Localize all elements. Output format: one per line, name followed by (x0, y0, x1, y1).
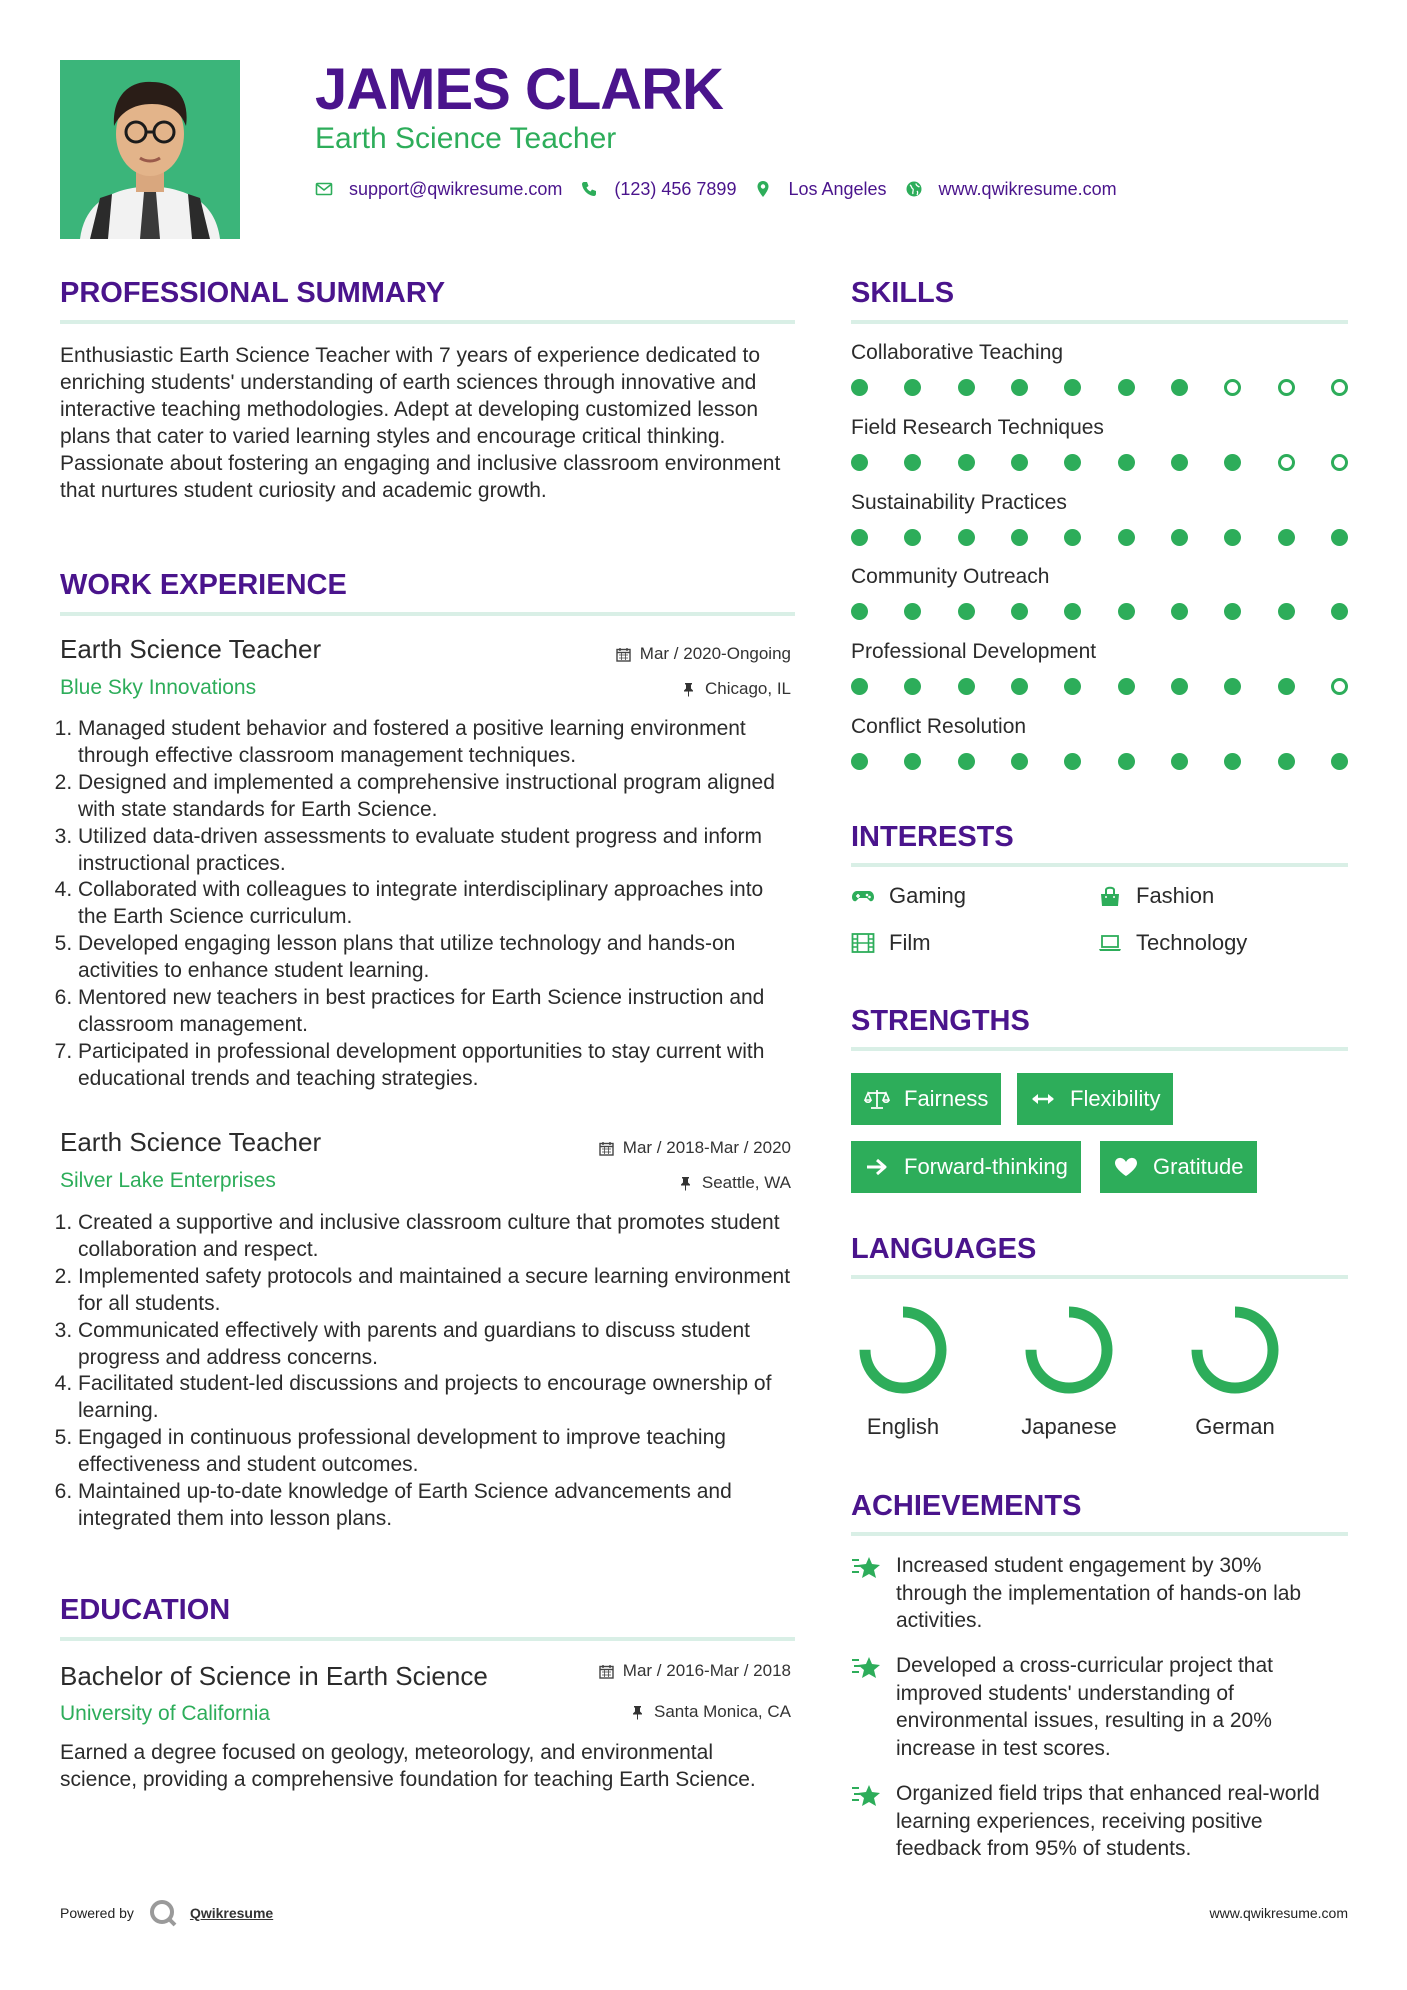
rating-dot-filled (1171, 753, 1188, 770)
education-dates-text: Mar / 2016-Mar / 2018 (622, 1661, 791, 1680)
education-location-text: Santa Monica, CA (653, 1702, 791, 1721)
achievement-item (851, 1780, 1331, 1863)
education-heading: EDUCATION (60, 1594, 231, 1626)
balance-scale-icon (864, 1088, 890, 1110)
rating-dot-filled (958, 753, 975, 770)
job-dates (599, 1137, 791, 1159)
rating-dot-filled (1011, 529, 1028, 546)
strength-tag-flexibility (1017, 1073, 1173, 1125)
calendar-icon (599, 1141, 614, 1156)
experience-divider (60, 612, 795, 616)
interest-label: Technology (1136, 930, 1248, 955)
contact-location (754, 176, 886, 202)
phone-icon (580, 180, 598, 198)
interests-divider (851, 863, 1348, 867)
rating-dot-filled (1064, 678, 1081, 695)
rating-dot-filled (1224, 678, 1241, 695)
contact-phone[interactable] (580, 176, 736, 202)
rating-dot-filled (1118, 379, 1135, 396)
star-award-icon (851, 1780, 883, 1810)
language-item (1009, 1300, 1129, 1440)
list-item: 6. Maintained up-to-date knowledge of Earth Science advancements and integrated them into lesson plans. (78, 1479, 795, 1533)
language-item (1175, 1300, 1295, 1440)
rating-dot-filled (851, 454, 868, 471)
heart-icon (1113, 1156, 1139, 1178)
language-level-ring (1019, 1300, 1119, 1400)
rating-dot-filled (958, 454, 975, 471)
rating-dot-filled (958, 529, 975, 546)
candidate-role: Earth Science Teacher (315, 122, 617, 155)
skill-rating (851, 750, 1348, 772)
profile-photo-illustration (60, 60, 240, 239)
language-level-arc (865, 1312, 941, 1388)
list-item: 1. Managed student behavior and fostered a positive learning environment through effective classroom management techniques. (78, 716, 795, 770)
job-title: Earth Science Teacher (60, 1127, 322, 1157)
arrows-horizontal-icon (1030, 1088, 1056, 1110)
envelope-icon (315, 180, 333, 198)
rating-dot-filled (1011, 454, 1028, 471)
rating-dot-filled (851, 379, 868, 396)
rating-dot-filled (1278, 678, 1295, 695)
strength-label: Gratitude (1153, 1154, 1244, 1179)
profile-photo (60, 60, 240, 239)
rating-dot-filled (958, 379, 975, 396)
list-item: 7. Participated in professional development opportunities to stay current with educational trends and teaching strategies. (78, 1039, 795, 1093)
skill-name: Community Outreach (851, 565, 1050, 588)
job-company: Silver Lake Enterprises (60, 1169, 276, 1192)
rating-dot-filled (1011, 678, 1028, 695)
list-item: 4. Facilitated student-led discussions and projects to encourage ownership of learning. (78, 1371, 795, 1425)
interest-film (851, 929, 931, 957)
website-text: www.qwikresume.com (938, 179, 1117, 199)
shopping-bag-icon (1098, 885, 1122, 907)
achievement-text: Increased student engagement by 30% through the implementation of hands-on lab activities. (896, 1554, 1302, 1632)
rating-dot-filled (904, 753, 921, 770)
rating-dot-filled (958, 603, 975, 620)
powered-by-text: Powered by (60, 1905, 134, 1921)
rating-dot-filled (1224, 529, 1241, 546)
rating-dot-filled (1171, 678, 1188, 695)
laptop-icon (1098, 932, 1122, 954)
list-item: 2. Implemented safety protocols and maintained a secure learning environment for all students. (78, 1264, 795, 1318)
footer-powered-by (60, 1898, 273, 1928)
job-dates (616, 643, 791, 665)
list-item: 6. Mentored new teachers in best practices for Earth Science instruction and classroom management. (78, 985, 795, 1039)
skill-name: Professional Development (851, 640, 1097, 663)
job-title: Earth Science Teacher (60, 634, 322, 664)
rating-dot-empty (1278, 454, 1295, 471)
qwikresume-logo-icon (148, 1898, 178, 1928)
experience-heading: WORK EXPERIENCE (60, 569, 347, 601)
strength-label: Flexibility (1070, 1086, 1161, 1111)
interest-label: Gaming (889, 883, 967, 908)
rating-dot-filled (1118, 678, 1135, 695)
pushpin-icon (681, 682, 696, 697)
rating-dot-filled (1278, 603, 1295, 620)
rating-dot-filled (851, 753, 868, 770)
rating-dot-filled (851, 678, 868, 695)
skill-rating (851, 526, 1348, 548)
job-company: Blue Sky Innovations (60, 676, 257, 699)
rating-dot-filled (1331, 603, 1348, 620)
star-award-icon (851, 1552, 883, 1582)
job-duties-list (60, 716, 795, 1093)
strength-tag-fairness (851, 1073, 1001, 1125)
rating-dot-filled (1278, 529, 1295, 546)
rating-dot-filled (851, 529, 868, 546)
arrow-right-icon (864, 1156, 890, 1178)
achievement-item (851, 1552, 1331, 1635)
globe-icon (905, 180, 923, 198)
interest-gaming (851, 882, 966, 910)
rating-dot-filled (904, 454, 921, 471)
achievement-text: Organized field trips that enhanced real-world learning experiences, receiving positive feedback from 95% of students. (896, 1782, 1320, 1860)
rating-dot-filled (904, 379, 921, 396)
pushpin-icon (678, 1176, 693, 1191)
strengths-heading: STRENGTHS (851, 1005, 1030, 1037)
rating-dot-filled (1118, 529, 1135, 546)
skill-name: Sustainability Practices (851, 491, 1067, 514)
education-text: Earned a degree focused on geology, meteorology, and environmental science, providing a comprehensive foundation for teaching Earth Science. (60, 1741, 756, 1791)
language-level-ring (1185, 1300, 1285, 1400)
rating-dot-filled (1331, 529, 1348, 546)
achievements-divider (851, 1532, 1348, 1536)
email-text: support@qwikresume.com (349, 179, 563, 199)
rating-dot-filled (1171, 603, 1188, 620)
skills-heading: SKILLS (851, 277, 955, 309)
education-divider (60, 1637, 795, 1641)
pushpin-icon (630, 1705, 645, 1720)
degree-title: Bachelor of Science in Earth Science (60, 1661, 488, 1691)
summary-text: Enthusiastic Earth Science Teacher with 7 years of experience dedicated to enriching students' understanding of earth sciences through innovative and interactive teaching methodologies. Adept at developing customized lesson plans that cater to varied learning styles and encourage critical thinking. Passionate about fostering an engaging and inclusive classroom environment that nurtures student curiosity and academic growth. (60, 344, 781, 502)
achievement-text: Developed a cross-curricular project that improved students' understanding of environmental issues, resulting in a 20% increase in test scores. (896, 1654, 1273, 1760)
rating-dot-filled (1171, 379, 1188, 396)
contact-bar (315, 176, 1135, 202)
languages-heading: LANGUAGES (851, 1233, 1037, 1265)
interest-label: Film (889, 930, 931, 955)
rating-dot-filled (1171, 529, 1188, 546)
rating-dot-filled (1118, 603, 1135, 620)
rating-dot-filled (904, 529, 921, 546)
rating-dot-filled (904, 603, 921, 620)
list-item: 3. Utilized data-driven assessments to evaluate student progress and inform instructional practices. (78, 824, 795, 878)
rating-dot-filled (1118, 753, 1135, 770)
achievement-item (851, 1652, 1331, 1762)
skill-rating (851, 600, 1348, 622)
language-name: Japanese (1021, 1414, 1117, 1439)
rating-dot-empty (1224, 379, 1241, 396)
education-location (630, 1701, 791, 1723)
achievements-heading: ACHIEVEMENTS (851, 1490, 1082, 1522)
list-item: 4. Collaborated with colleagues to integrate interdisciplinary approaches into the Earth Science curriculum. (78, 877, 795, 931)
rating-dot-filled (904, 678, 921, 695)
skills-divider (851, 320, 1348, 324)
job-location-text: Chicago, IL (705, 679, 791, 698)
footer-url[interactable]: www.qwikresume.com (1209, 1905, 1348, 1921)
education-dates (599, 1660, 791, 1682)
interest-label: Fashion (1136, 883, 1215, 908)
strengths-divider (851, 1047, 1348, 1051)
candidate-name: JAMES CLARK (315, 57, 723, 122)
rating-dot-empty (1331, 454, 1348, 471)
skill-name: Collaborative Teaching (851, 341, 1064, 364)
language-name: English (866, 1414, 940, 1439)
rating-dot-filled (1331, 753, 1348, 770)
strength-label: Forward-thinking (904, 1154, 1068, 1179)
rating-dot-filled (851, 603, 868, 620)
rating-dot-filled (1224, 753, 1241, 770)
rating-dot-filled (1064, 753, 1081, 770)
list-item: 1. Created a supportive and inclusive classroom culture that promotes student collaboration and respect. (78, 1210, 795, 1264)
gamepad-icon (851, 885, 875, 907)
rating-dot-filled (1171, 454, 1188, 471)
skill-rating (851, 451, 1348, 473)
job-dates-text: Mar / 2020-Ongoing (639, 644, 791, 663)
job-duties-list (60, 1210, 795, 1533)
school-name: University of California (60, 1702, 271, 1725)
language-level-ring (853, 1300, 953, 1400)
language-name: German (1195, 1414, 1275, 1439)
rating-dot-empty (1331, 678, 1348, 695)
job-location (678, 1172, 791, 1194)
rating-dot-filled (1064, 603, 1081, 620)
rating-dot-filled (1224, 454, 1241, 471)
interest-fashion (1098, 882, 1214, 910)
strength-tag-gratitude (1100, 1141, 1257, 1193)
rating-dot-filled (958, 678, 975, 695)
rating-dot-filled (1011, 603, 1028, 620)
job-location (681, 678, 791, 700)
rating-dot-filled (1064, 454, 1081, 471)
rating-dot-filled (1064, 529, 1081, 546)
skill-rating (851, 675, 1348, 697)
location-text: Los Angeles (788, 179, 887, 199)
skill-rating (851, 376, 1348, 398)
calendar-icon (616, 647, 631, 662)
languages-divider (851, 1275, 1348, 1279)
strength-tag-forward-thinking (851, 1141, 1081, 1193)
calendar-icon (599, 1664, 614, 1679)
list-item: 5. Engaged in continuous professional development to improve teaching effectiveness and student outcomes. (78, 1425, 795, 1479)
rating-dot-filled (1224, 603, 1241, 620)
rating-dot-filled (1011, 379, 1028, 396)
language-level-arc (1031, 1312, 1107, 1388)
language-level-arc (1197, 1312, 1273, 1388)
interests-heading: INTERESTS (851, 821, 1014, 853)
strength-label: Fairness (904, 1086, 989, 1111)
rating-dot-filled (1064, 379, 1081, 396)
rating-dot-empty (1331, 379, 1348, 396)
language-item (843, 1300, 963, 1440)
rating-dot-filled (1011, 753, 1028, 770)
film-icon (851, 932, 875, 954)
map-marker-icon (754, 180, 772, 198)
star-award-icon (851, 1652, 883, 1682)
phone-text: (123) 456 7899 (614, 179, 737, 199)
rating-dot-empty (1278, 379, 1295, 396)
contact-website[interactable] (905, 176, 1117, 202)
list-item: 3. Communicated effectively with parents and guardians to discuss student progress and address concerns. (78, 1318, 795, 1372)
skill-name: Conflict Resolution (851, 715, 1027, 738)
rating-dot-filled (1118, 454, 1135, 471)
skill-name: Field Research Techniques (851, 416, 1104, 439)
summary-heading: PROFESSIONAL SUMMARY (60, 277, 446, 309)
rating-dot-filled (1278, 753, 1295, 770)
interest-technology (1098, 929, 1247, 957)
list-item: 2. Designed and implemented a comprehensive instructional program aligned with state standards for Earth Science. (78, 770, 795, 824)
summary-divider (60, 320, 795, 324)
contact-email[interactable] (315, 176, 562, 202)
job-dates-text: Mar / 2018-Mar / 2020 (622, 1138, 791, 1157)
list-item: 5. Developed engaging lesson plans that utilize technology and hands-on activities to enhance student learning. (78, 931, 795, 985)
job-location-text: Seattle, WA (701, 1173, 791, 1192)
brand-link[interactable]: Qwikresume (189, 1905, 274, 1921)
